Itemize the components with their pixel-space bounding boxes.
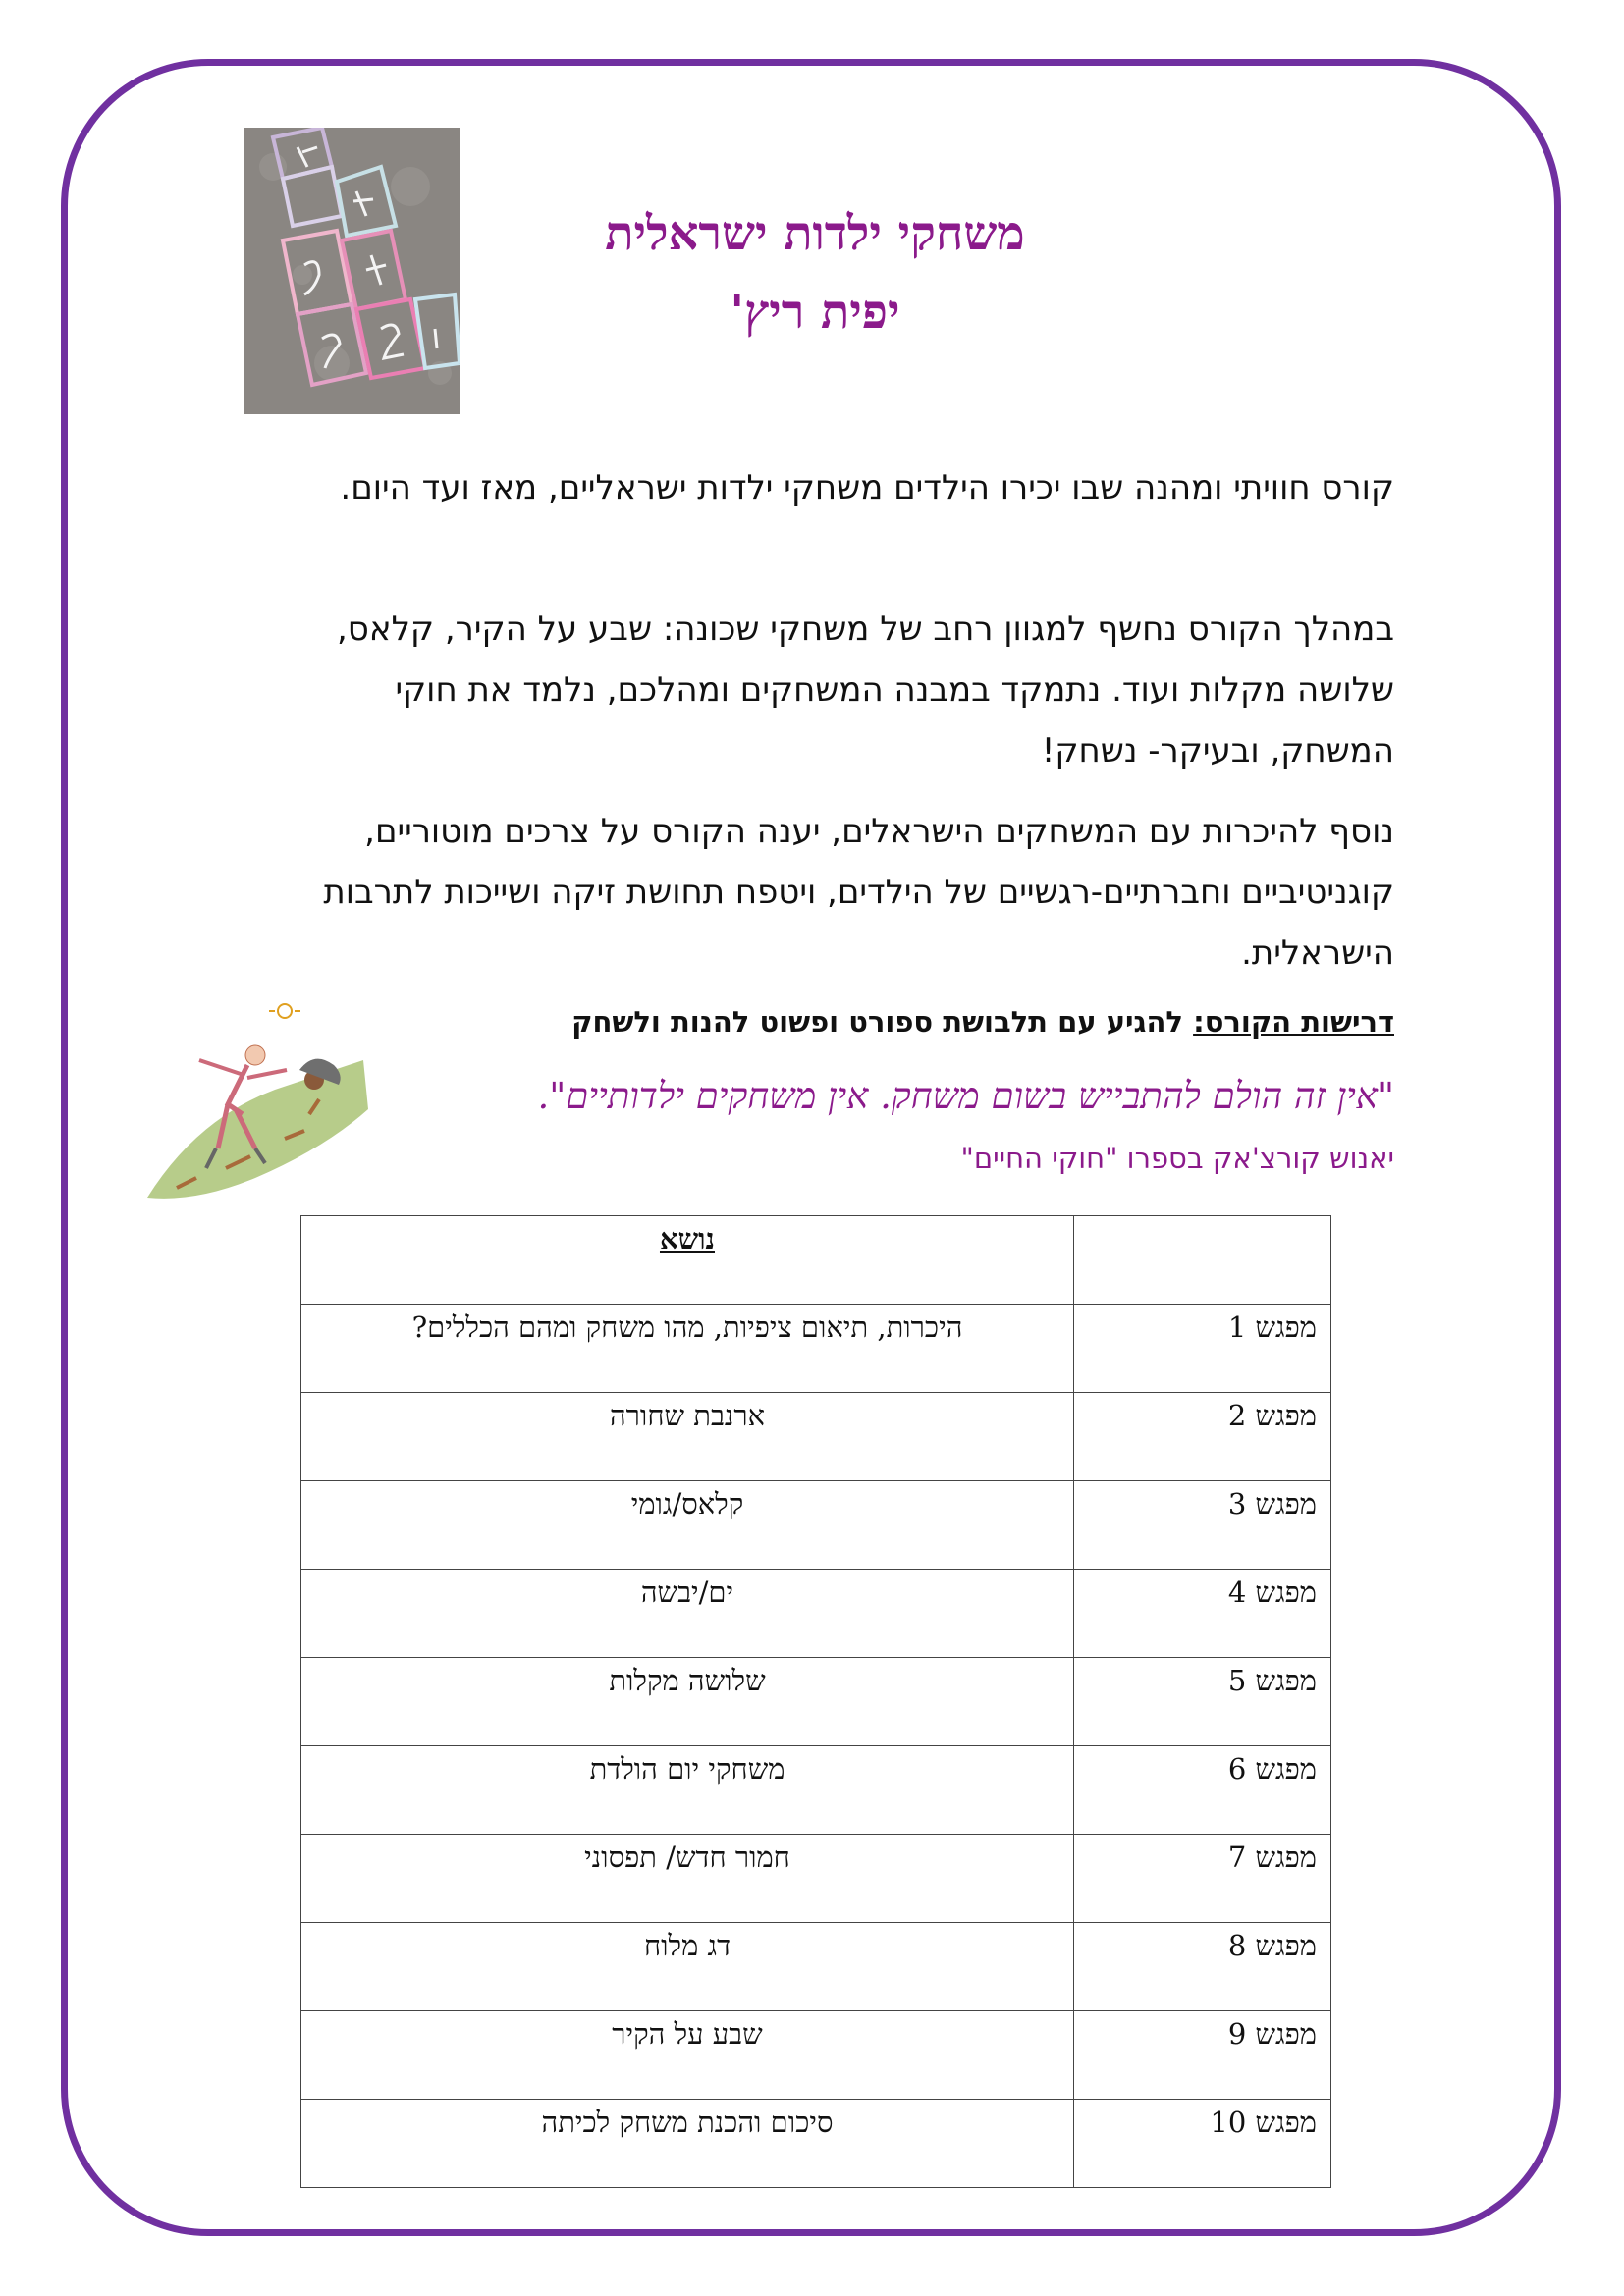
session-topic: שלושה מקלות [301, 1658, 1074, 1746]
table-row [301, 1305, 1331, 1393]
session-topic: קלאס/גומי [301, 1481, 1074, 1570]
content-paragraph: במהלך הקורס נחשף למגוון רחב של משחקי שכונה: שבע על הקיר, קלאס, שלושה מקלות ועוד. נתמקד במבנה המשחקים ומהלכם, נלמד את חוקי המשחק, ובעיקר- נשחק! [337, 610, 1394, 771]
table-row [301, 1746, 1331, 1835]
goals-paragraph: נוסף להיכרות עם המשחקים הישראלים, יענה הקורס על צרכים מוטוריים, קוגניטיביים וחברתיים-רגשיים של הילדים, ויטפח תחושת זיקה ושייכות לתרבות הישראלית. [323, 812, 1394, 973]
session-number: מפגש 4 [1074, 1570, 1331, 1658]
session-topic: משחקי יום הולדת [301, 1746, 1074, 1835]
table-row [301, 2100, 1331, 2188]
session-topic: ארנבת שחורה [301, 1393, 1074, 1481]
korczak-quote: "אין זה הולם להתבייש בשום משחק. אין משחקים ילדותיים". [537, 1075, 1394, 1117]
session-topic: שבע על הקיר [301, 2011, 1074, 2100]
header-topic-label: נושא [659, 1222, 715, 1255]
session-number: מפגש 2 [1074, 1393, 1331, 1481]
table-row [301, 1923, 1331, 2011]
session-number: מפגש 10 [1074, 2100, 1331, 2188]
requirements-text: להגיע עם תלבושת ספורט ופשוט להנות ולשחק [571, 1005, 1183, 1039]
hopscotch-image [244, 128, 460, 414]
course-schedule-table [300, 1215, 1331, 2188]
page-title: משחקי ילדות ישראלית [605, 206, 1025, 261]
table-row [301, 1835, 1331, 1923]
session-number: מפגש 9 [1074, 2011, 1331, 2100]
table-row [301, 1393, 1331, 1481]
session-number: מפגש 5 [1074, 1658, 1331, 1746]
session-number: מפגש 7 [1074, 1835, 1331, 1923]
course-requirements [295, 1005, 1394, 1039]
table-row [301, 1658, 1331, 1746]
quote-source: יאנוש קורצ'אק בספרו "חוקי החיים" [960, 1142, 1394, 1175]
header-topic-cell [301, 1216, 1074, 1305]
session-topic: ים/יבשה [301, 1570, 1074, 1658]
session-topic: היכרות, תיאום ציפיות, מהו משחק ומהם הכללים? [301, 1305, 1074, 1393]
table-header-row [301, 1216, 1331, 1305]
session-topic: דג מלוח [301, 1923, 1074, 2011]
requirements-label: דרישות הקורס: [1193, 1005, 1394, 1039]
intro-paragraph: קורס חוויתי ומהנה שבו יכירו הילדים משחקי ילדות ישראליים, מאז ועד היום. [340, 468, 1394, 507]
session-topic: חמור חדש/ תפסוני [301, 1835, 1074, 1923]
header-session-cell [1074, 1216, 1331, 1305]
table-row [301, 2011, 1331, 2100]
session-topic: סיכום והכנת משחק לכיתה [301, 2100, 1074, 2188]
session-number: מפגש 6 [1074, 1746, 1331, 1835]
session-number: מפגש 8 [1074, 1923, 1331, 2011]
session-number: מפגש 3 [1074, 1481, 1331, 1570]
running-child-illustration [137, 1001, 373, 1217]
author-name: יפית ריץ' [730, 285, 900, 340]
table-row [301, 1570, 1331, 1658]
session-number: מפגש 1 [1074, 1305, 1331, 1393]
table-row [301, 1481, 1331, 1570]
